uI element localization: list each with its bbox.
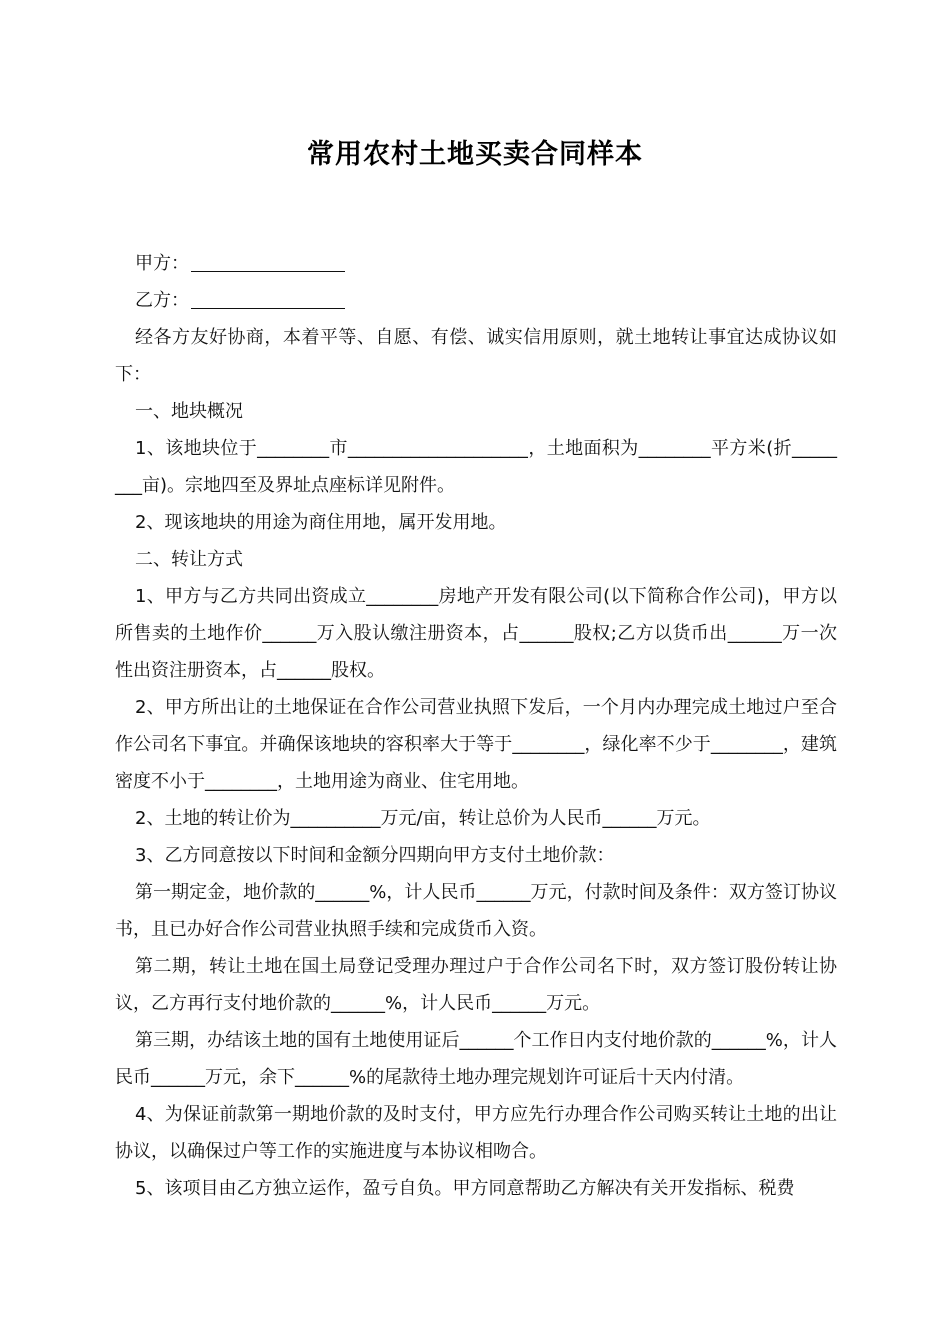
paragraph-intro: 经各方友好协商，本着平等、自愿、有偿、诚实信用原则，就土地转让事宜达成协议如下： bbox=[115, 327, 837, 385]
paragraph-payment-schedule: 3、乙方同意按以下时间和金额分四期向甲方支付土地价款： bbox=[135, 845, 615, 866]
document-title: 常用农村土地买卖合同样本 bbox=[307, 139, 643, 170]
paragraph-joint-company: 1、甲方与乙方共同出资成立________房地产开发有限公司(以下简称合作公司)，甲方以所售卖的土地作价______万入股认缴注册资本，占______股权;乙方以货币出______万一次性出资注册资本，占______股权。 bbox=[115, 586, 837, 681]
party-b-label: 乙方： bbox=[135, 290, 189, 311]
section-heading-plot-overview: 一、地块概况 bbox=[135, 401, 243, 422]
party-a-line bbox=[115, 245, 837, 282]
party-a-label: 甲方： bbox=[135, 253, 189, 274]
party-b-blank bbox=[191, 290, 345, 309]
section-heading-transfer-method: 二、转让方式 bbox=[135, 549, 243, 570]
paragraph-plot-location: 1、该地块位于________市____________________，土地面积为________平方米(折________亩)。宗地四至及界址点座标详见附件。 bbox=[115, 438, 837, 496]
paragraph-plot-use: 2、现该地块的用途为商住用地，属开发用地。 bbox=[135, 512, 507, 533]
paragraph-payment-phase-1: 第一期定金，地价款的______%，计人民币______万元，付款时间及条件：双方签订协议书，且已办好合作公司营业执照手续和完成货币入资。 bbox=[115, 882, 837, 940]
paragraph-land-transfer-guarantee: 2、甲方所出让的土地保证在合作公司营业执照下发后，一个月内办理完成土地过户至合作公司名下事宜。并确保该地块的容积率大于等于________，绿化率不少于________，建筑密度不小于________，土地用途为商业、住宅用地。 bbox=[115, 697, 837, 792]
paragraph-project-operation: 5、该项目由乙方独立运作，盈亏自负。甲方同意帮助乙方解决有关开发指标、税费 bbox=[135, 1178, 795, 1199]
party-a-blank bbox=[191, 253, 345, 272]
paragraph-payment-phase-3: 第三期，办结该土地的国有土地使用证后______个工作日内支付地价款的______%，计人民币______万元，余下______%的尾款待土地办理完规划许可证后十天内付清。 bbox=[115, 1030, 837, 1088]
party-b-line bbox=[115, 282, 837, 319]
document-body bbox=[115, 245, 837, 1207]
paragraph-payment-phase-2: 第二期，转让土地在国土局登记受理办理过户于合作公司名下时，双方签订股份转让协议，乙方再行支付地价款的______%，计人民币______万元。 bbox=[115, 956, 837, 1014]
paragraph-payment-guarantee: 4、为保证前款第一期地价款的及时支付，甲方应先行办理合作公司购买转让土地的出让协议，以确保过户等工作的实施进度与本协议相吻合。 bbox=[115, 1104, 837, 1162]
paragraph-transfer-price: 2、土地的转让价为__________万元/亩，转让总价为人民币______万元。 bbox=[135, 808, 711, 829]
